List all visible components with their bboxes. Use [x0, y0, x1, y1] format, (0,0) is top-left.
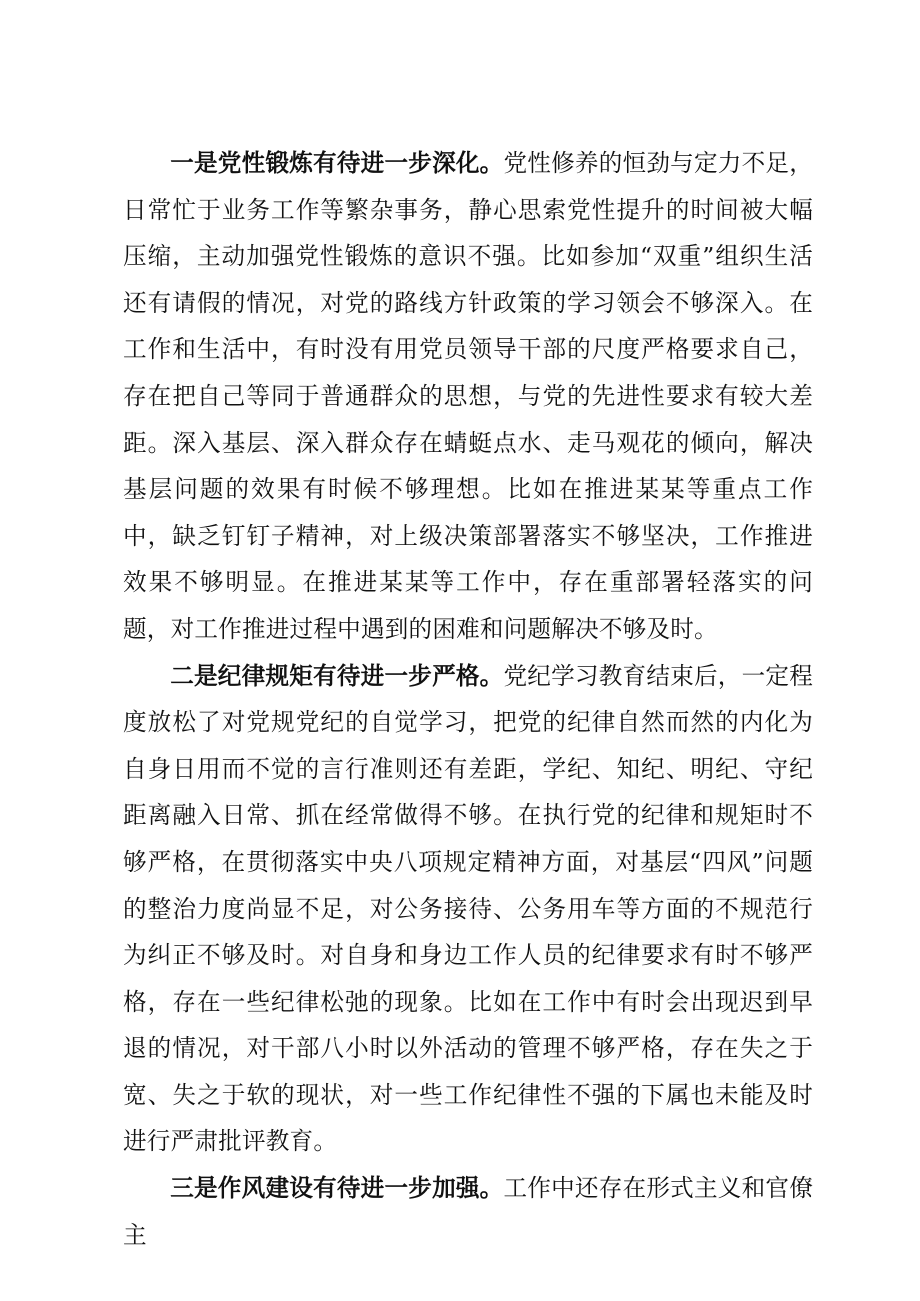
paragraph-heading: 一是党性锻炼有待进一步深化。 — [170, 149, 504, 177]
paragraph-text: 党纪学习教育结束后，一定程度放松了对党规党纪的自觉学习，把党的纪律自然而然的内化为自身日用而不觉的言行准则还有差距，学纪、知纪、明纪、守纪距离融入日常、抓在经常做得不够。在执行党的纪律和规矩时不够严格，在贯彻落实中央八项规定精神方面，对基层“四风”问题的整治力度尚显不足，对公务接待、公务用车等方面的不规范行为纠正不够及时。对自身和身边工作人员的纪律要求有时不够严格，存在一些纪律松弛的现象。比如在工作中有时会出现迟到早退的情况，对干部八小时以外活动的管理不够严格，存在失之于宽、失之于软的现状，对一些工作纪律性不强的下属也未能及时进行严肃批评教育。 — [123, 661, 813, 1156]
paragraph-heading: 二是纪律规矩有待进一步严格。 — [170, 661, 504, 690]
paragraph-party-spirit — [123, 140, 813, 653]
paragraph-work-style — [123, 1165, 813, 1258]
paragraph-heading: 三是作风建设有待进一步加强。 — [170, 1174, 504, 1203]
paragraph-discipline — [123, 653, 813, 1166]
paragraph-text: 工作中还存在形式主义和官僚主 — [123, 1174, 813, 1249]
paragraph-text: 党性修养的恒劲与定力不足，日常忙于业务工作等繁杂事务，静心思索党性提升的时间被大幅压缩，主动加强党性锻炼的意识不强。比如参加“双重”组织生活还有请假的情况，对党的路线方针政策的学习领会不够深入。在工作和生活中，有时没有用党员领导干部的尺度严格要求自己，存在把自己等同于普通群众的思想，与党的先进性要求有较大差距。深入基层、深入群众存在蜻蜓点水、走马观花的倾向，解决基层问题的效果有时候不够理想。比如在推进某某等重点工作中，缺乏钉钉子精神，对上级决策部署落实不够坚决，工作推进效果不够明显。在推进某某等工作中，存在重部署轻落实的问题，对工作推进过程中遇到的困难和问题解决不够及时。 — [123, 149, 813, 643]
document-body — [123, 140, 813, 1258]
